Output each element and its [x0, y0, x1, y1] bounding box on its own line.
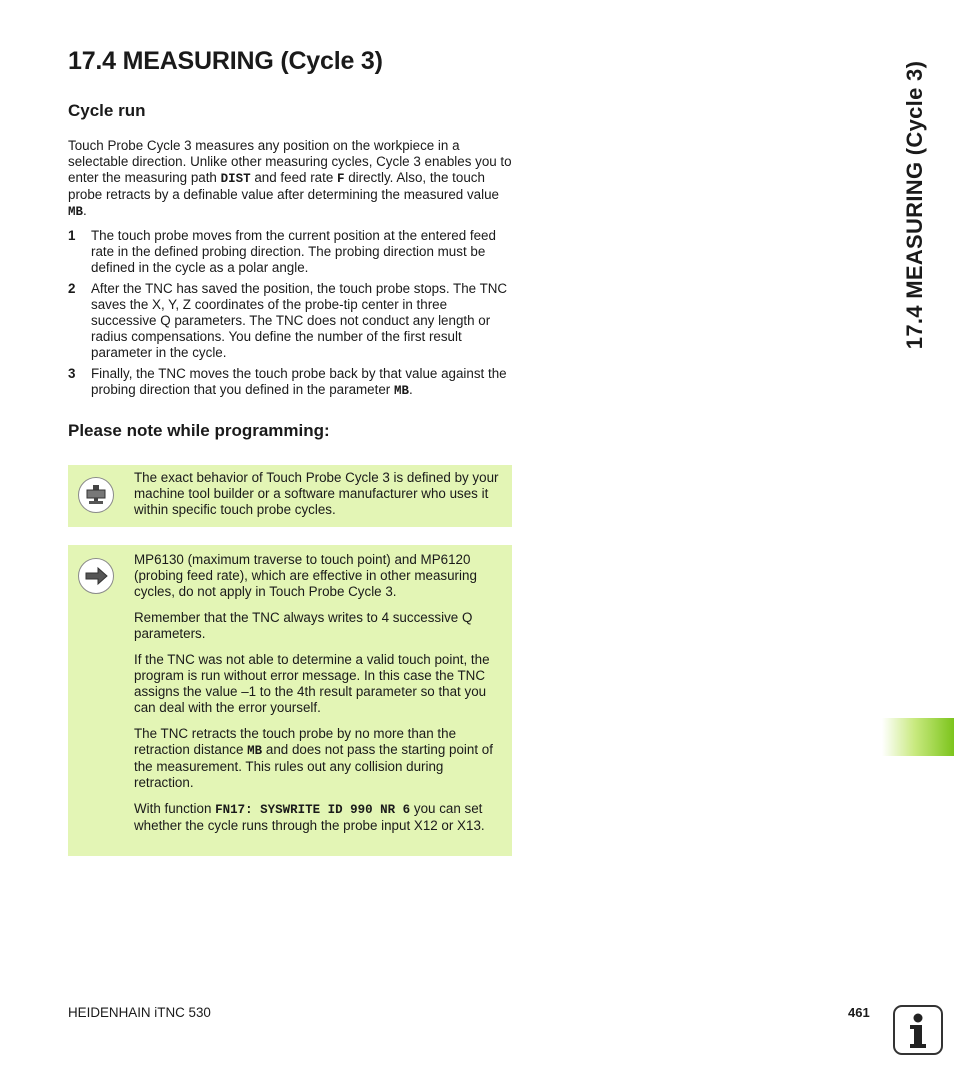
section-heading-notes: Please note while programming: [68, 421, 330, 440]
intro-text-2: and feed rate [250, 170, 337, 185]
note-code-mb: MB [247, 744, 263, 758]
note-paragraphs [134, 552, 502, 844]
step-text [91, 366, 513, 399]
step-text-main: Finally, the TNC moves the touch probe back by that value against the probing direction that you defined in the parameter [91, 366, 507, 397]
step-text: The touch probe moves from the current position at the entered feed rate in the defined probing direction. The probing direction must be defined in the cycle as a polar angle. [91, 228, 496, 275]
step-number: 3 [68, 366, 76, 381]
note-text-part: With function [134, 801, 216, 816]
footer-product: HEIDENHAIN iTNC 530 [68, 1005, 211, 1020]
arrow-right-icon [78, 558, 114, 594]
machine-builder-icon [78, 477, 114, 513]
note-code-fn17: FN17: SYSWRITE ID 990 NR 6 [215, 803, 411, 817]
note-text: The exact behavior of Touch Probe Cycle 3 is defined by your machine tool builder or a software manufacturer who uses it within specific touch probe cycles. [134, 470, 499, 517]
chapter-color-tab [882, 718, 954, 756]
intro-code-f: F [336, 172, 345, 186]
note-paragraph: Remember that the TNC always writes to 4 successive Q parameters. [134, 610, 473, 641]
note-box-machine [68, 465, 512, 527]
note-paragraph [134, 726, 502, 791]
intro-code-dist: DIST [220, 172, 251, 186]
step-number: 2 [68, 281, 76, 296]
note-box-info [68, 545, 512, 856]
list-item [68, 228, 513, 276]
note-text-part: The TNC retracts the touch probe by no more than the retraction distance [134, 726, 457, 757]
intro-text-1: Touch Probe Cycle 3 measures any position on the workpiece in a selectable direction. Unlike other measuring cycles, Cycle 3 enables you to enter the measuring path [68, 138, 512, 185]
steps-list [68, 228, 513, 404]
intro-text-3: directly. Also, the touch probe retracts by a definable value after determining the measured value [68, 170, 499, 202]
note-paragraph [134, 801, 502, 834]
info-icon[interactable] [893, 1005, 943, 1055]
note-text-part: and does not pass the starting point of the measurement. This rules out any collision during retraction. [134, 742, 493, 790]
step-number: 1 [68, 228, 76, 243]
note-paragraph: MP6130 (maximum traverse to touch point) and MP6120 (probing feed rate), which are effective in other measuring cycles, do not apply in Touch Probe Cycle 3. [134, 552, 477, 599]
step-code-mb: MB [393, 384, 409, 398]
step-text: After the TNC has saved the position, the touch probe stops. The TNC saves the X, Y, Z coordinates of the probe-tip center in three successive Q parameters. The TNC does not conduct any length or radius compensations. You define the number of the first result parameter in the cycle. [91, 281, 508, 360]
list-item [68, 281, 513, 361]
intro-code-mb: MB [68, 205, 84, 219]
side-tab-label: 17.4 MEASURING (Cycle 3) [902, 60, 927, 350]
section-heading-cycle-run: Cycle run [68, 101, 146, 120]
step-text-tail: . [409, 382, 413, 397]
note-text-part: you can set whether the cycle runs through the probe input X12 or X13. [134, 801, 485, 833]
note-paragraph: If the TNC was not able to determine a valid touch point, the program is run without error message. In this case the TNC assigns the value –1 to the 4th result parameter so that you can deal with the error yourself. [134, 652, 490, 715]
page-number: 461 [848, 1005, 870, 1020]
list-item [68, 366, 513, 399]
side-tab-chapter [898, 30, 932, 380]
intro-text-4: . [83, 203, 87, 218]
intro-paragraph [68, 138, 513, 220]
page-title: 17.4 MEASURING (Cycle 3) [68, 47, 383, 75]
